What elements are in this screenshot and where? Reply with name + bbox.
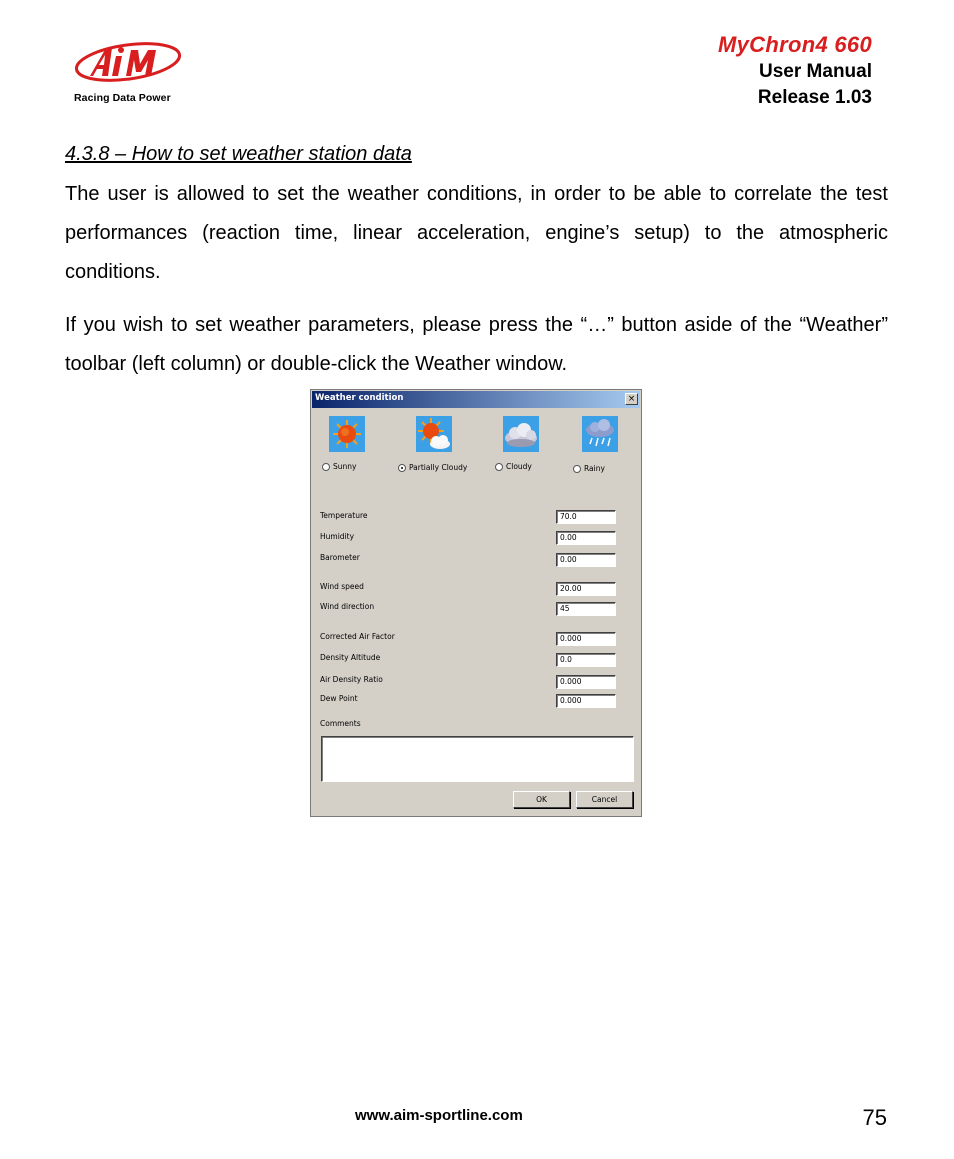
release-label: Release 1.03 — [757, 87, 872, 108]
wind-speed-input[interactable]: 20.00 — [556, 582, 616, 596]
barometer-label: Barometer — [320, 553, 360, 562]
density-altitude-label: Density Altitude — [320, 653, 381, 662]
product-name: MyChron4 660 — [718, 32, 872, 57]
radio-sunny[interactable] — [322, 462, 356, 471]
dew-point-label: Dew Point — [320, 694, 358, 703]
corrected-air-factor-input[interactable]: 0.000 — [556, 632, 616, 646]
page-number: 75 — [862, 1105, 887, 1130]
temperature-input[interactable]: 70.0 — [556, 510, 616, 524]
paragraph-intro: The user is allowed to set the weather conditions, in order to be able to correlate the test performances (reaction time, linear acceleration, engine’s setup) to the atmospheric conditions. — [65, 183, 888, 283]
radio-button[interactable] — [495, 463, 503, 471]
radio-partially-cloudy[interactable] — [398, 463, 467, 472]
section-title: 4.3.8 – How to set weather station data — [65, 143, 412, 165]
wind-speed-label: Wind speed — [320, 582, 364, 591]
dialog-titlebar[interactable] — [312, 391, 640, 408]
cancel-button[interactable]: Cancel — [576, 791, 633, 808]
radio-label: Partially Cloudy — [409, 463, 468, 472]
logo-tagline: Racing Data Power — [74, 92, 171, 104]
wind-direction-input[interactable]: 45 — [556, 602, 616, 616]
cloudy-icon[interactable] — [503, 416, 539, 452]
partially-cloudy-icon[interactable] — [416, 416, 452, 452]
radio-button[interactable] — [398, 464, 406, 472]
close-button[interactable]: × — [625, 393, 638, 405]
radio-label: Rainy — [584, 464, 605, 473]
density-altitude-input[interactable]: 0.0 — [556, 653, 616, 667]
dialog-title: Weather condition — [315, 393, 404, 403]
sunny-icon[interactable] — [329, 416, 365, 452]
humidity-label: Humidity — [320, 532, 355, 541]
humidity-input[interactable]: 0.00 — [556, 531, 616, 545]
radio-cloudy[interactable] — [495, 462, 532, 471]
manual-title: User Manual — [759, 61, 872, 82]
radio-button[interactable] — [322, 463, 330, 471]
barometer-input[interactable]: 0.00 — [556, 553, 616, 567]
air-density-ratio-label: Air Density Ratio — [320, 675, 383, 684]
wind-direction-label: Wind direction — [320, 602, 375, 611]
ok-button[interactable]: OK — [513, 791, 570, 808]
air-density-ratio-input[interactable]: 0.000 — [556, 675, 616, 689]
dew-point-input[interactable]: 0.000 — [556, 694, 616, 708]
comments-label: Comments — [320, 719, 361, 728]
temperature-label: Temperature — [320, 511, 368, 520]
radio-button[interactable] — [573, 465, 581, 473]
comments-textarea[interactable] — [321, 736, 634, 782]
weather-condition-dialog — [310, 389, 642, 817]
corrected-air-factor-label: Corrected Air Factor — [320, 632, 395, 641]
radio-rainy[interactable] — [573, 464, 605, 473]
rainy-icon[interactable] — [582, 416, 618, 452]
footer-url: www.aim-sportline.com — [355, 1107, 523, 1124]
radio-label: Sunny — [333, 462, 357, 471]
paragraph-instructions: If you wish to set weather parameters, please press the “…” button aside of the “Weather” toolbar (left column) or double-click the Weather window. — [65, 314, 888, 375]
radio-label: Cloudy — [506, 462, 532, 471]
